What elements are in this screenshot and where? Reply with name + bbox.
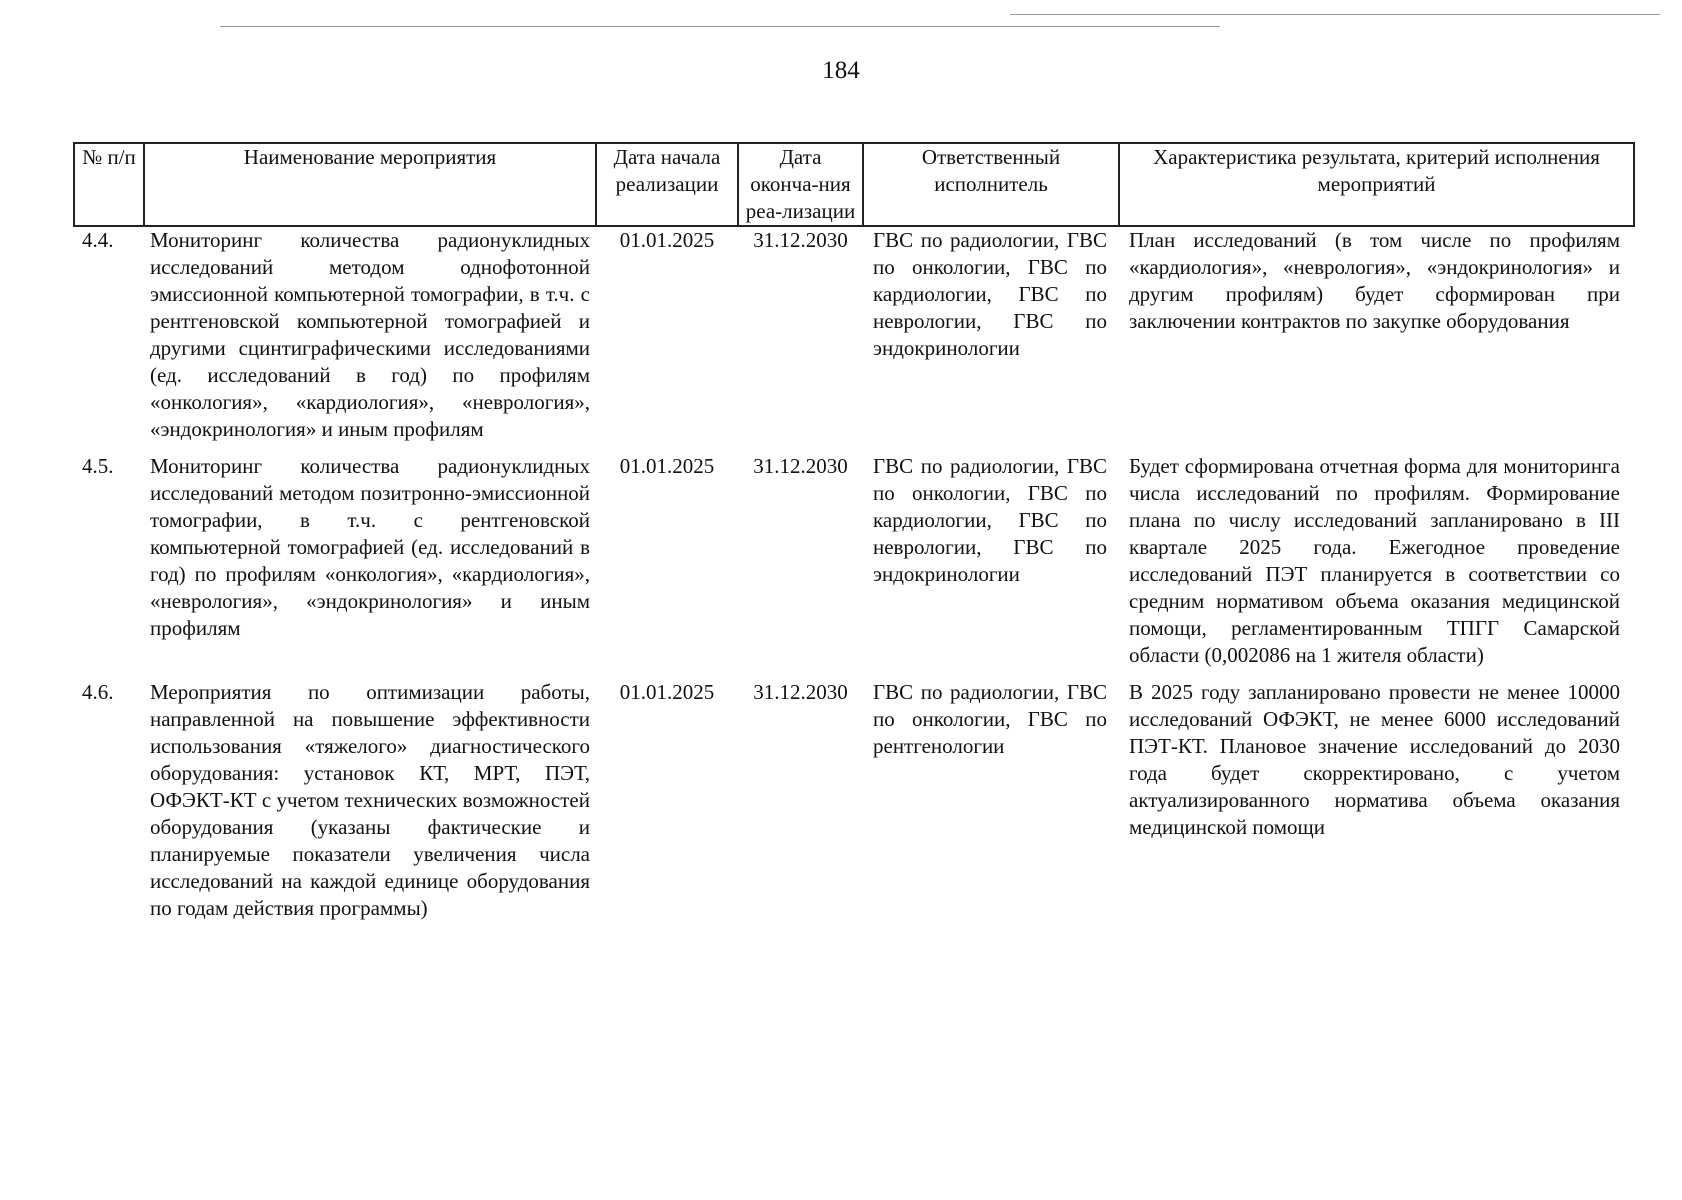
page-number: 184	[822, 57, 860, 84]
table-row	[74, 226, 1634, 453]
start-date: 01.01.2025	[619, 228, 715, 252]
activities-table	[73, 142, 1635, 932]
result-description: Будет сформирована отчетная форма для мониторинга числа исследований по профилям. Формирование плана по числу исследований запланировано в III квартале 2025 года. Ежегодное проведение исследований ПЭТ планируется в соответствии со средним нормативом объема оказания медицинской помощи, регламентированным ТПГГ Самарской области (0,002086 на 1 жителя области)	[1129, 454, 1620, 667]
end-date: 31.12.2030	[753, 454, 848, 478]
activity-name: Мониторинг количества радионуклидных исследований методом однофотонной эмиссионной компьютерной томографии, в т.ч. с рентгеновской компьютерной томографией и другими сцинтиграфическими исследованиями (ед. исследований в год) по профилям «онкология», «кардиология», «неврология», «эндокринология» и иным профилям	[150, 228, 590, 441]
table-row	[74, 453, 1634, 679]
table-header-row	[74, 143, 1634, 226]
result-description: План исследований (в том числе по профилям «кардиология», «неврология», «эндокринология» и другим профилям) будет сформирован при заключении контрактов по закупке оборудования	[1129, 228, 1620, 333]
header-start-date: Дата начала реализации	[596, 143, 738, 226]
responsible-executor: ГВС по радиологии, ГВС по онкологии, ГВС по рентгенологии	[873, 680, 1107, 758]
header-number: № п/п	[74, 143, 144, 226]
responsible-executor: ГВС по радиологии, ГВС по онкологии, ГВС по кардиологии, ГВС по неврологии, ГВС по эндокринологии	[873, 454, 1107, 586]
header-end-date: Дата оконча-ния реа-лизации	[738, 143, 863, 226]
scan-edge-line	[1010, 14, 1660, 15]
table-row	[74, 679, 1634, 932]
start-date: 01.01.2025	[619, 454, 715, 478]
row-number: 4.5.	[82, 454, 114, 478]
header-activity-name: Наименование мероприятия	[144, 143, 596, 226]
activity-name: Мероприятия по оптимизации работы, направленной на повышение эффективности использования «тяжелого» диагностического оборудования: установок КТ, МРТ, ПЭТ, ОФЭКТ-КТ с учетом технических возможностей оборудования (указаны фактические и планируемые показатели увеличения числа исследований на каждой единице оборудования по годам действия программы)	[150, 680, 590, 920]
scan-edge-line	[220, 26, 1220, 27]
header-result: Характеристика результата, критерий исполнения мероприятий	[1119, 143, 1634, 226]
result-description: В 2025 году запланировано провести не менее 10000 исследований ОФЭКТ, не менее 6000 исследований ПЭТ-КТ. Плановое значение исследований до 2030 года будет скорректировано, с учетом актуализированного норматива объема оказания медицинской помощи	[1129, 680, 1620, 839]
responsible-executor: ГВС по радиологии, ГВС по онкологии, ГВС по кардиологии, ГВС по неврологии, ГВС по эндокринологии	[873, 228, 1107, 360]
row-number: 4.6.	[82, 680, 114, 704]
row-number: 4.4.	[82, 228, 114, 252]
activity-name: Мониторинг количества радионуклидных исследований методом позитронно-эмиссионной томографии, в т.ч. с рентгеновской компьютерной томографией (ед. исследований в год) по профилям «онкология», «кардиология», «неврология», «эндокринология» и иным профилям	[150, 454, 590, 640]
end-date: 31.12.2030	[753, 228, 848, 252]
header-executor: Ответственный исполнитель	[863, 143, 1119, 226]
start-date: 01.01.2025	[619, 680, 715, 704]
end-date: 31.12.2030	[753, 680, 848, 704]
